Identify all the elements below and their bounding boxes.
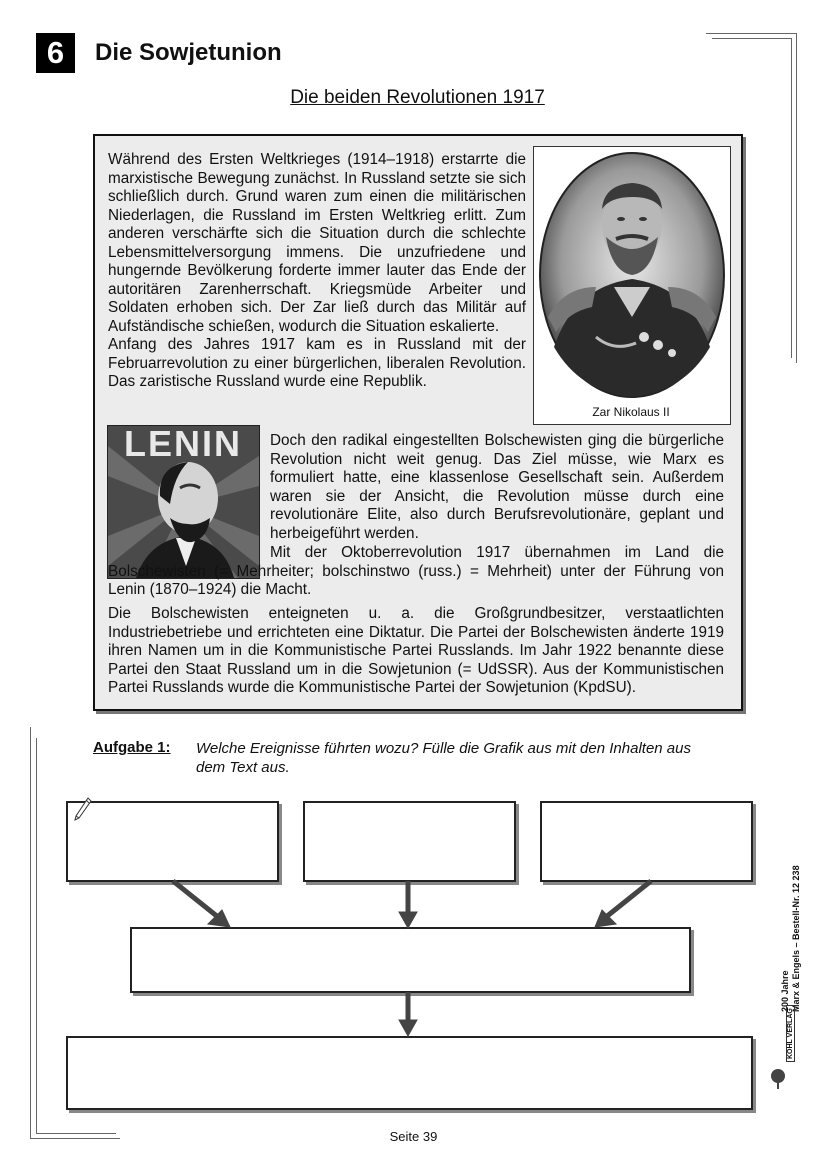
imprint (780, 865, 802, 1012)
paragraph-soviet-union: Die Bolschewisten enteigneten u. a. die Großgrundbesitzer, verstaatlichten Industriebetriebe und errichteten eine Diktatur. Die Partei der Bolschewisten änderte 1919 ihren Namen um in die Kommunistische Partei Russlands. Im Jahr 1922 benannte diese Partei den Staat Russland um in die Sowjetunion (= UdSSR). Aus der Kommunistischen Partei Russlands wurde die Kommunistische Partei der Sowjetunion (KpdSU). (108, 605, 724, 696)
page-number: Seite 39 (389, 1129, 438, 1144)
tree-icon (770, 1068, 786, 1095)
section-subtitle: Die beiden Revolutionen 1917 (290, 87, 545, 108)
imprint-line-2: Marx & Engels – Bestell-Nr. 12 238 (791, 865, 801, 1012)
paragraph-october-revolution: Mit der Oktoberrevolution 1917 übernahmen im Land die Bolschewisten (= Mehrheiter; bolschinstwo (russ.) = Mehrheit) unter der Führung von Lenin (1870–1924) die Macht. (108, 544, 724, 598)
paragraph-ww1: Während des Ersten Weltkrieges (1914–1918) erstarrte die marxistische Bewegung zunächst. In Russland setzte sie sich schließlich durch. Grund waren zum einen die militärischen Niederlagen, die Russland im Ersten Weltkrieg erlitt. Zum anderen verschärfte sich die Situation durch die schlechte Lebensmittelversorgung immens. Die unzufriedene und hungernde Bevölkerung forderte immer lauter das Ende der autoritären Zarenherrschaft. Kriegsmüde Arbeiter und Soldaten erhoben sich. Der Zar ließ durch das Militär auf Aufständische schießen, wodurch die Situation eskalierte. (108, 151, 526, 335)
poster-title: LENIN (124, 426, 242, 464)
publisher-logo-text: KOHL VERLAG (786, 1005, 795, 1062)
task-label: Aufgabe 1: (93, 739, 171, 756)
chapter-number: 6 (36, 33, 75, 73)
task-instruction: Welche Ereignisse führten wozu? Fülle die Grafik aus mit den Inhalten aus dem Text aus. (196, 740, 691, 776)
paragraph-bolsheviks: Doch den radikal eingestellten Bolschewisten ging die bürgerliche Revolution nicht weit genug. Das Ziel müsse, wie Marx es formuliert hatte, eine klassenlose Gesellschaft sein. Außerdem waren sie der Ansicht, die Revolution müsse durch eine revolutionäre Elite, also durch Berufsrevolutionäre, geplant und herbeigeführt werden. (270, 432, 724, 542)
paragraph-february-revolution: Anfang des Jahres 1917 kam es in Russland mit der Februarrevolution zu einer bürgerlichen, liberalen Revolution. Das zaristische Russland wurde eine Republik. (108, 336, 526, 390)
imprint-line-1: 200 Jahre (780, 970, 790, 1012)
portrait-caption: Zar Nikolaus II (592, 405, 670, 419)
chapter-title: Die Sowjetunion (95, 39, 282, 66)
